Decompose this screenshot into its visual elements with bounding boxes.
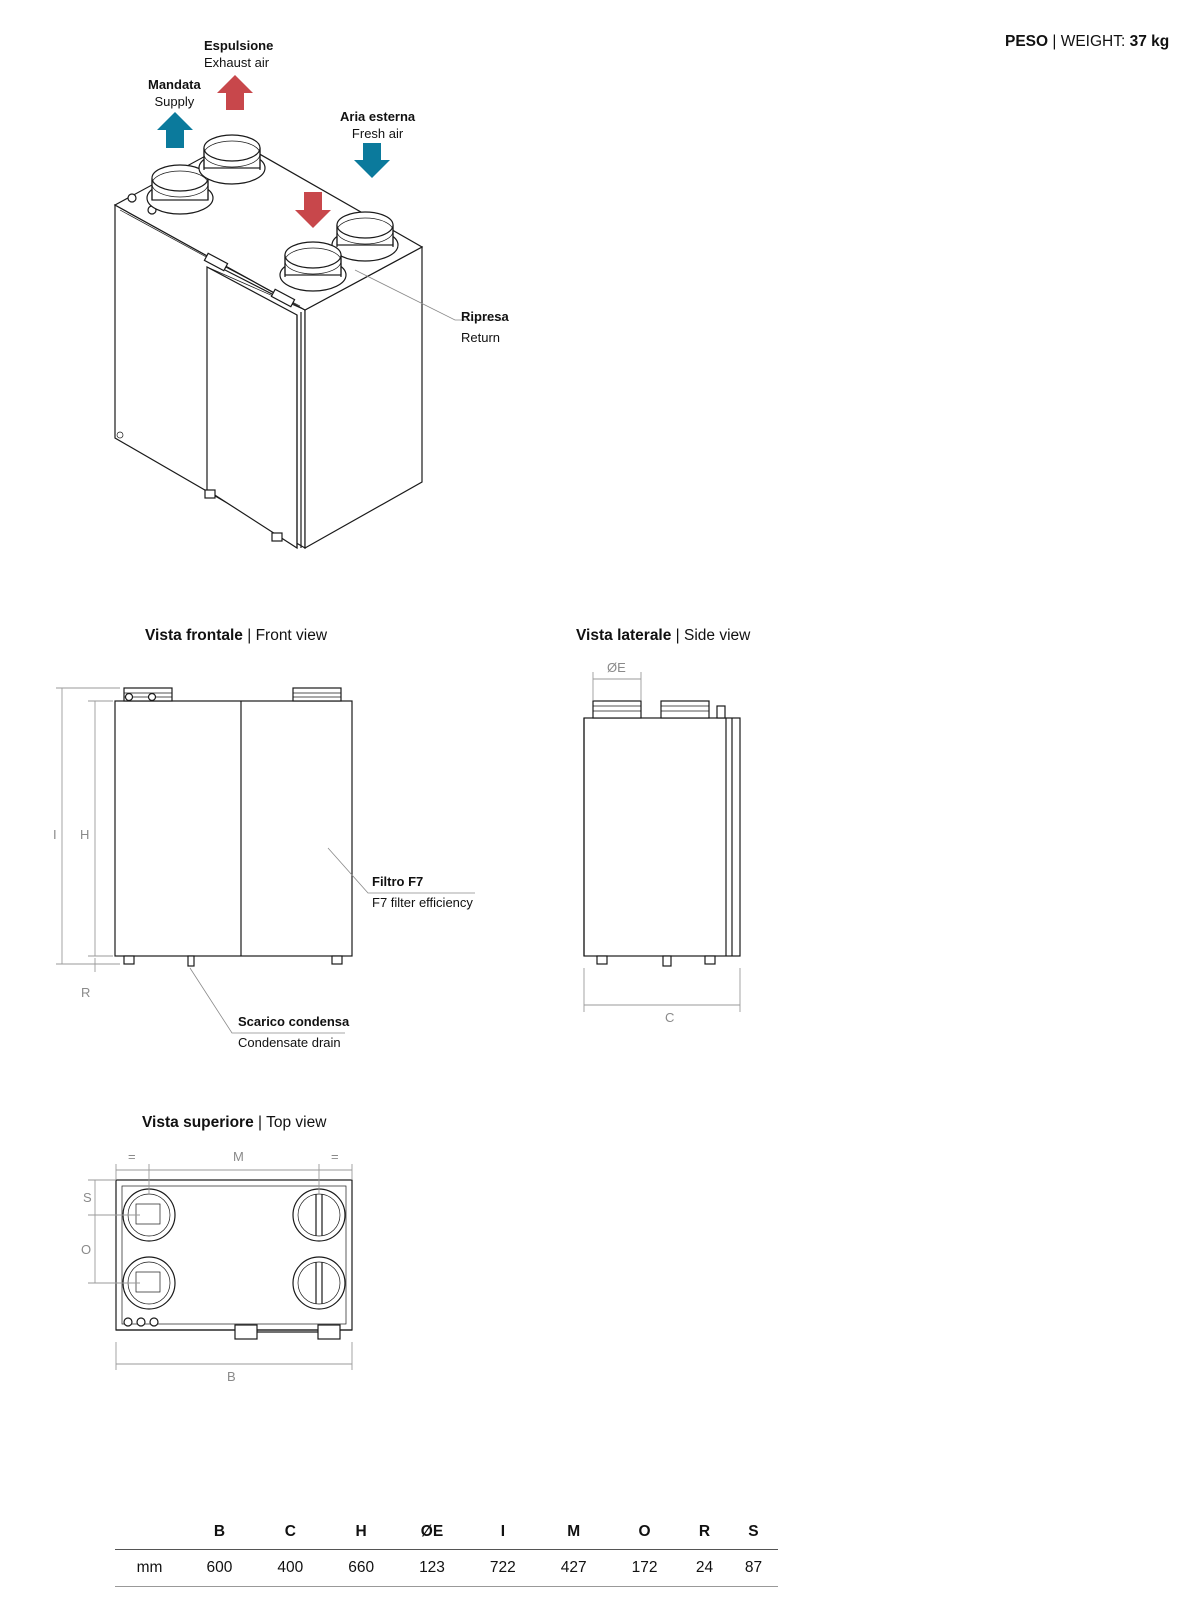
- fresh-air-label: Aria esterna Fresh air: [340, 109, 416, 141]
- table-cell: 722: [467, 1550, 538, 1587]
- dim-M: M: [233, 1149, 244, 1164]
- table-header: B: [184, 1515, 255, 1550]
- fresh-arrow-icon: [354, 143, 390, 178]
- weight-label: PESO | WEIGHT: 37 kg: [1005, 33, 1170, 50]
- drain-label: Scarico condensa Condensate drain: [238, 1014, 350, 1050]
- top-view-drawing: [88, 1164, 352, 1370]
- iso-duct-exhaust: [199, 135, 265, 184]
- table-header: R: [680, 1515, 729, 1550]
- iso-duct-return: [280, 242, 346, 291]
- dim-H: H: [80, 827, 90, 842]
- dim-eq-right: =: [331, 1149, 339, 1164]
- table-cell: 600: [184, 1550, 255, 1587]
- exhaust-label: Espulsione Exhaust air: [204, 38, 274, 70]
- side-view-drawing: [584, 672, 740, 1012]
- dim-B: B: [227, 1369, 236, 1384]
- table-header: M: [538, 1515, 609, 1550]
- dim-I: I: [53, 827, 57, 842]
- table-header: C: [255, 1515, 326, 1550]
- table-cell: 24: [680, 1550, 729, 1587]
- table-header: ØE: [397, 1515, 468, 1550]
- iso-front-panel: [207, 267, 297, 548]
- top-view-title: Vista superiore | Top view: [142, 1114, 327, 1131]
- table-header: H: [326, 1515, 397, 1550]
- dim-C: C: [665, 1010, 675, 1025]
- table-header-blank: [115, 1515, 184, 1550]
- table-unit: mm: [115, 1550, 184, 1587]
- table-header: O: [609, 1515, 680, 1550]
- table-row: [115, 1550, 778, 1587]
- iso-duct-fresh: [332, 212, 398, 261]
- front-view-drawing: [56, 688, 352, 972]
- table-cell: 400: [255, 1550, 326, 1587]
- table-header-row: [115, 1515, 778, 1550]
- table-cell: 87: [729, 1550, 778, 1587]
- dimensions-table: [115, 1515, 778, 1587]
- dim-R: R: [81, 985, 91, 1000]
- dim-E: ØE: [607, 660, 626, 675]
- table-header: I: [467, 1515, 538, 1550]
- side-view-title: Vista laterale | Side view: [576, 627, 751, 644]
- supply-label: Mandata Supply: [148, 77, 201, 109]
- dim-O: O: [81, 1242, 92, 1257]
- exhaust-arrow-icon: [217, 75, 253, 110]
- table-cell: 123: [397, 1550, 468, 1587]
- table-cell: 172: [609, 1550, 680, 1587]
- table-header: S: [729, 1515, 778, 1550]
- dim-eq-left: =: [128, 1149, 136, 1164]
- table-cell: 427: [538, 1550, 609, 1587]
- supply-arrow-icon: [157, 112, 193, 148]
- table-cell: 660: [326, 1550, 397, 1587]
- front-view-title: Vista frontale | Front view: [145, 627, 328, 644]
- return-label: Ripresa Return: [461, 309, 509, 345]
- filter-label: Filtro F7 F7 filter efficiency: [372, 874, 473, 910]
- dim-S: S: [83, 1190, 92, 1205]
